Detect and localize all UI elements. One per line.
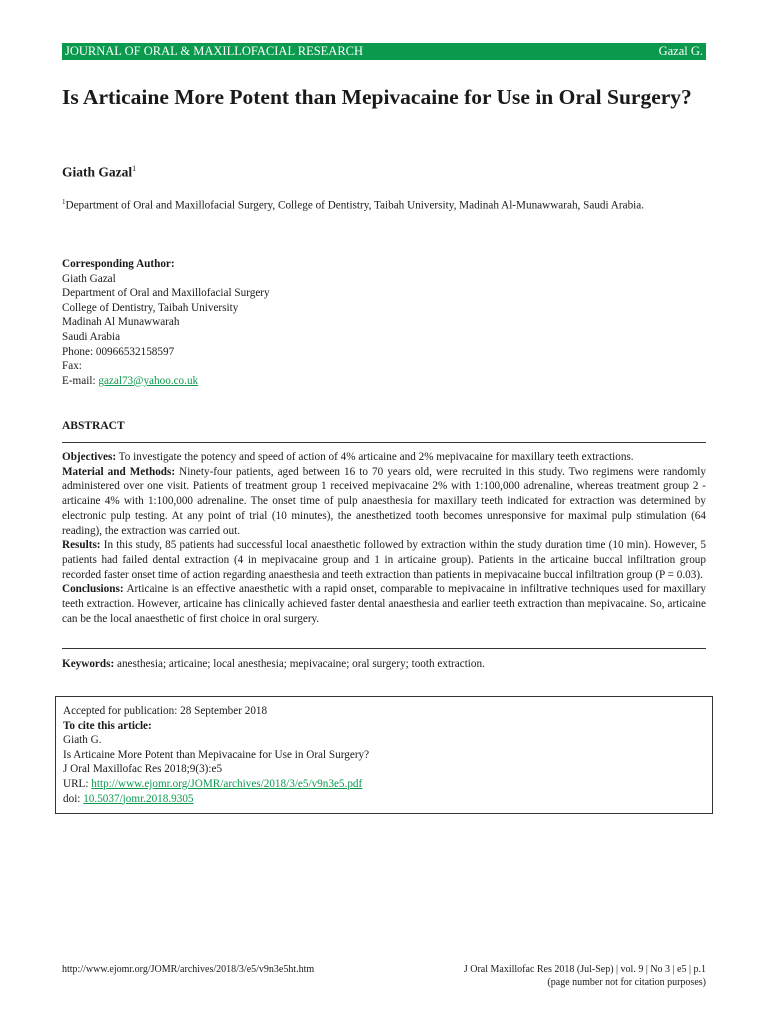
citation-box [55, 696, 713, 814]
affiliation-text: Department of Oral and Maxillofacial Surgery, College of Dentistry, Taibah University, Madinah Al-Munawwarah, Saudi Arabia. [65, 199, 645, 212]
methods-text: Ninety-four patients, aged between 16 to 70 years old, were recruited in this study. Two regimens were randomly administered over one visit. Patients of treatment group 1 received mepivacaine 2% with 1:100,000 adrenaline, whereas treatment group 2 - articaine 4% with 1:100,000 adrenaline. The onset time of pulp anaesthesia for maxillary teeth indicated for extraction was determined by electronic pulp testing. At any point of trial (10 minutes), the anesthetized tooth becomes unresponsive for maximal pulp stimulation (64 reading), the extraction was carried out. [62, 465, 706, 537]
article-title: Is Articaine More Potent than Mepivacaine for Use in Oral Surgery? [62, 85, 692, 109]
results-text: In this study, 85 patients had successful local anaesthetic followed by extraction within the study duration time (10 min). However, 5 patients had failed dental extraction (4 in mepivacaine group and 1 in articaine group). Patients in the articaine buccal infiltration group recorded faster onset time of action regarding anaesthesia and teeth extraction than patients in mepivacaine buccal infiltration group (P = 0.03). [62, 539, 706, 581]
url-label: URL: [63, 777, 89, 790]
objectives-label: Objectives: [62, 451, 117, 463]
abstract-body [62, 450, 706, 626]
corr-line: Department of Oral and Maxillofacial Surgery [62, 287, 270, 300]
keywords-label: Keywords: [62, 658, 115, 670]
cite-author: Giath G. [63, 734, 102, 747]
corr-line: Saudi Arabia [62, 330, 121, 343]
abstract-results [62, 538, 706, 582]
abstract-top-rule [62, 442, 706, 443]
cite-journal: J Oral Maxillofac Res 2018;9(3):e5 [63, 763, 223, 776]
footer-journal-info: J Oral Maxillofac Res 2018 (Jul-Sep) | vol. 9 | No 3 | e5 | p.1 [463, 964, 706, 975]
objectives-text: To investigate the potency and speed of action of 4% articaine and 2% mepivacaine for maxillary teeth extractions. [118, 451, 634, 463]
methods-label: Material and Methods: [62, 465, 176, 478]
results-label: Results: [62, 539, 101, 552]
author-line [62, 164, 136, 181]
cite-url-line [63, 777, 712, 792]
affiliation-marker: 1 [62, 198, 66, 206]
cite-title: Is Articaine More Potent than Mepivacaine for Use in Oral Surgery? [63, 748, 370, 761]
running-author: Gazal G. [658, 44, 703, 58]
keywords-text: anesthesia; articaine; local anesthesia; mepivacaine; oral surgery; tooth extraction. [117, 658, 485, 670]
journal-header-bar [62, 43, 706, 60]
footer-url: http://www.ejomr.org/JOMR/archives/2018/3/e5/v9n3e5ht.htm [62, 964, 315, 975]
corr-line: College of Dentistry, Taibah University [62, 301, 239, 314]
keywords [62, 657, 706, 672]
abstract-heading: ABSTRACT [62, 420, 125, 432]
doi-link[interactable]: 10.5037/jomr.2018.9305 [83, 792, 194, 805]
email-line [62, 374, 462, 389]
email-link[interactable]: gazal73@yahoo.co.uk [98, 374, 199, 387]
affiliation [62, 195, 706, 214]
corresponding-author-block [62, 257, 462, 388]
abstract-conclusions [62, 582, 706, 626]
abstract-bottom-rule [62, 648, 706, 649]
abstract-objectives [62, 450, 706, 465]
footer-citation [464, 963, 706, 989]
author-affiliation-marker: 1 [132, 164, 137, 173]
footer-page-note: (page number not for citation purposes) [547, 977, 706, 988]
article-url-link[interactable]: http://www.ejomr.org/JOMR/archives/2018/3/e5/v9n3e5.pdf [91, 777, 363, 790]
doi-label: doi: [63, 792, 81, 805]
accepted-date: Accepted for publication: 28 September 2018 [63, 705, 268, 717]
conclusions-label: Conclusions: [62, 583, 124, 596]
corr-line: Fax: [62, 360, 82, 373]
author-name: Giath Gazal [62, 164, 133, 180]
abstract-methods [62, 465, 706, 539]
cite-doi-line [63, 792, 712, 807]
corr-line: Phone: 00966532158597 [62, 345, 175, 358]
corresponding-author-label: Corresponding Author: [62, 258, 175, 270]
email-label: E-mail: [62, 374, 96, 387]
cite-label: To cite this article: [63, 719, 152, 732]
corr-line: Madinah Al Munawwarah [62, 316, 180, 329]
journal-name: JOURNAL OF ORAL & MAXILLOFACIAL RESEARCH [65, 44, 364, 58]
corr-line: Giath Gazal [62, 272, 116, 285]
conclusions-text: Articaine is an effective anaesthetic with a rapid onset, comparable to mepivacaine in infiltrative techniques used for maxillary teeth extraction. However, articaine has clinically achieved faster dental anaesthesia and earlier teeth extraction than mepivacaine. So, articaine can be the local anaesthetic of first choice in oral surgery. [62, 583, 706, 625]
